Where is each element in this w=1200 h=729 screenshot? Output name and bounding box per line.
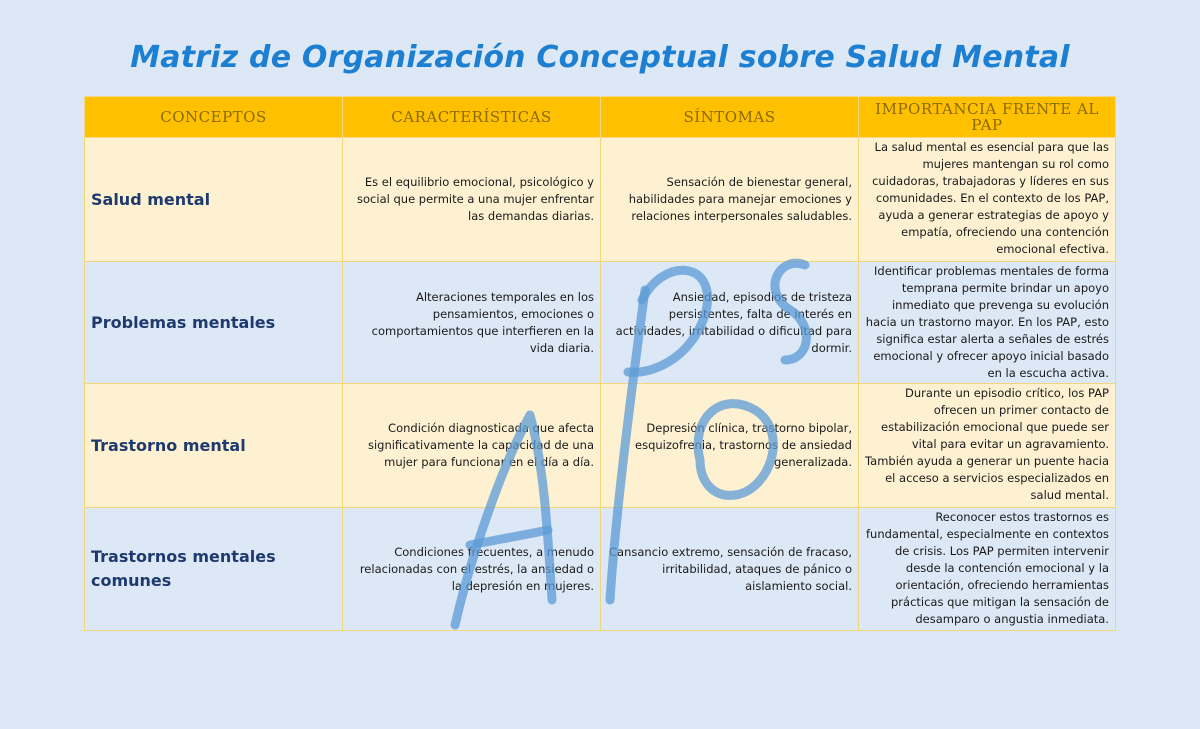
page-title: Matriz de Organización Conceptual sobre Salud Mental <box>130 40 1070 75</box>
sintomas-cell: Ansiedad, episodios de tristeza persistentes, falta de interés en actividades, irritabilidad o dificultad para dormir. <box>601 262 859 384</box>
table-row <box>85 262 1116 384</box>
importancia-cell: Identificar problemas mentales de forma temprana permite brindar un apoyo inmediato que prevenga su evolución hacia un trastorno mayor. En los PAP, esto significa estar alerta a señales de estrés emocional y ofrecer apoyo inicial basado en la escucha activa. <box>859 262 1116 384</box>
table-row <box>85 508 1116 631</box>
caracteristicas-cell: Condiciones frecuentes, a menudo relacionadas con el estrés, la ansiedad o la depresión en mujeres. <box>343 508 601 631</box>
importancia-cell: Durante un episodio crítico, los PAP ofrecen un primer contacto de estabilización emocional que puede ser vital para evitar un agravamiento. También ayuda a generar un puente hacia el acceso a servicios especializados en salud mental. <box>859 384 1116 508</box>
concept-cell: Trastorno mental <box>85 384 343 508</box>
importancia-cell: Reconocer estos trastornos es fundamental, especialmente en contextos de crisis. Los PAP permiten intervenir desde la contención emocional y la orientación, ofreciendo herramientas prácticas que mitigan la sensación de desamparo o angustia inmediata. <box>859 508 1116 631</box>
header-importancia: IMPORTANCIA FRENTE AL PAP <box>859 97 1116 138</box>
header-conceptos: CONCEPTOS <box>85 97 343 138</box>
importancia-cell: La salud mental es esencial para que las mujeres mantengan su rol como cuidadoras, trabajadoras y líderes en sus comunidades. En el contexto de los PAP, ayuda a generar estrategias de apoyo y empatía, ofreciendo una contención emocional efectiva. <box>859 138 1116 262</box>
header-sintomas: SÍNTOMAS <box>601 97 859 138</box>
concept-matrix-table <box>84 96 1116 631</box>
caracteristicas-cell: Alteraciones temporales en los pensamientos, emociones o comportamientos que interfieren en la vida diaria. <box>343 262 601 384</box>
sintomas-cell: Depresión clínica, trastorno bipolar, esquizofrenia, trastornos de ansiedad generalizada. <box>601 384 859 508</box>
caracteristicas-cell: Condición diagnosticada que afecta significativamente la capacidad de una mujer para funcionar en el día a día. <box>343 384 601 508</box>
sintomas-cell: Cansancio extremo, sensación de fracaso, irritabilidad, ataques de pánico o aislamiento social. <box>601 508 859 631</box>
caracteristicas-cell: Es el equilibrio emocional, psicológico y social que permite a una mujer enfrentar las demandas diarias. <box>343 138 601 262</box>
header-caracteristicas: CARACTERÍSTICAS <box>343 97 601 138</box>
sintomas-cell: Sensación de bienestar general, habilidades para manejar emociones y relaciones interpersonales saludables. <box>601 138 859 262</box>
concept-cell: Problemas mentales <box>85 262 343 384</box>
table-row <box>85 138 1116 262</box>
concept-cell: Trastornos mentales comunes <box>85 508 343 631</box>
table-header-row <box>85 97 1116 138</box>
concept-cell: Salud mental <box>85 138 343 262</box>
table-row <box>85 384 1116 508</box>
